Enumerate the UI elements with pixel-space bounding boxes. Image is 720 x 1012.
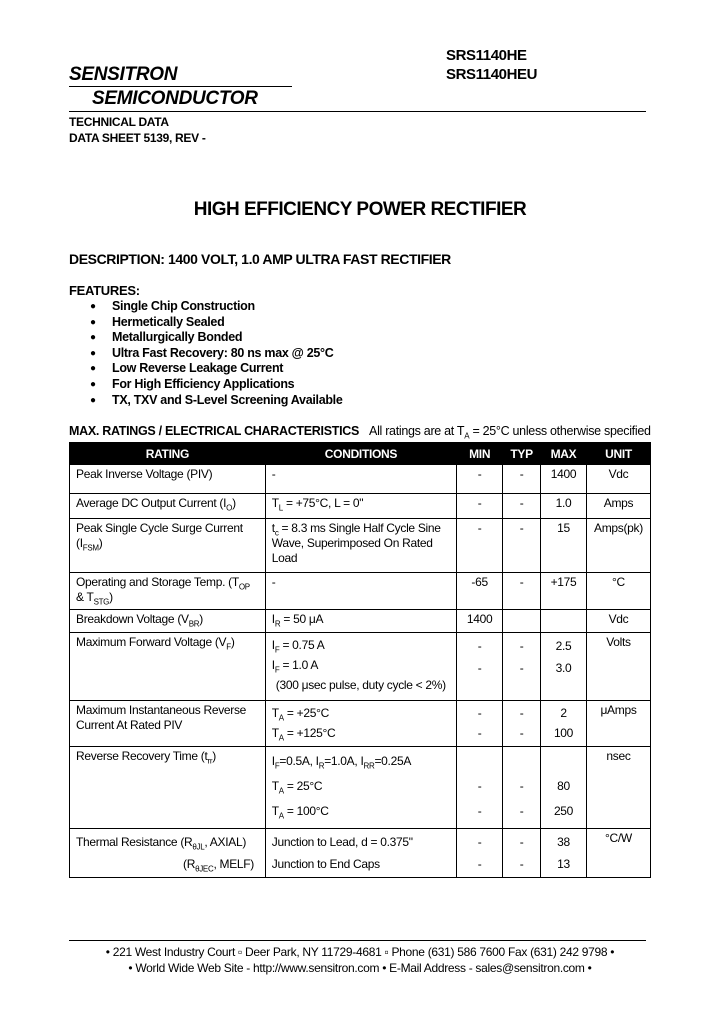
features-list <box>90 299 343 408</box>
typ-cell: - <box>503 494 541 519</box>
bullet-icon: ● <box>90 332 96 344</box>
header-divider <box>69 111 646 112</box>
min-cell: - <box>457 465 503 494</box>
unit-cell: °C/W <box>586 829 650 878</box>
min-cell: - <box>457 519 503 573</box>
bullet-icon: ● <box>90 378 96 390</box>
conditions-cell: $T_L = +75^\circ C$, L = 0" <box>265 494 456 519</box>
max-cell: 1400 <box>541 465 587 494</box>
max-cell <box>541 610 587 633</box>
rating-cell: Operating and Storage Temp. ($T_{OP}$ & $T_{STG}$) <box>70 573 266 610</box>
header-conditions: CONDITIONS <box>265 443 456 465</box>
max-cell: 38 13 <box>541 829 587 878</box>
typ-cell <box>503 610 541 633</box>
part-number-1: SRS1140HE <box>446 47 527 64</box>
header-typ: TYP <box>503 443 541 465</box>
table-header-row <box>70 443 651 465</box>
max-cell: 15 <box>541 519 587 573</box>
rating-cell: Reverse Recovery Time $(t_{rr})$ <box>70 747 266 829</box>
max-cell: 2 100 <box>541 701 587 747</box>
conditions-cell: $I_F = 0.75$ A $I_F = 1.0$ A (300 μsec pulse, duty cycle < 2%) <box>265 633 456 701</box>
table-row <box>70 610 651 633</box>
typ-cell: - <box>503 519 541 573</box>
footer-web: • World Wide Web Site - http://www.sensitron.com • E-Mail Address - sales@sensitron.com • <box>128 961 592 975</box>
header-max: MAX <box>541 443 587 465</box>
unit-cell: Volts <box>586 633 650 701</box>
typ-cell: - <box>503 465 541 494</box>
document-title: HIGH EFFICIENCY POWER RECTIFIER <box>193 199 527 220</box>
unit-cell: Vdc <box>586 465 650 494</box>
description: DESCRIPTION: 1400 VOLT, 1.0 AMP ULTRA FAST RECTIFIER <box>69 251 451 267</box>
min-cell: 1400 <box>457 610 503 633</box>
rating-cell: Maximum Forward Voltage $(V_F)$ <box>70 633 266 701</box>
rating-cell: Breakdown Voltage $(V_{BR})$ <box>70 610 266 633</box>
bullet-icon: ● <box>90 394 96 406</box>
rating-cell: Peak Single Cycle Surge Current $(I_{FSM})$ <box>70 519 266 573</box>
table-row <box>70 829 651 878</box>
conditions-cell: $I_F=0.5A$, $I_R=1.0A$, $I_{RR}=0.25A$ $T_A = 25^\circ C$ $T_A = 100^\circ C$ <box>265 747 456 829</box>
header-min: MIN <box>457 443 503 465</box>
min-cell: - - <box>457 701 503 747</box>
features-heading: FEATURES: <box>69 283 140 298</box>
conditions-cell: $t_c = 8.3$ ms Single Half Cycle Sine Wave, Superimposed On Rated Load <box>265 519 456 573</box>
min-cell: - - <box>457 633 503 701</box>
bullet-icon: ● <box>90 363 96 375</box>
bullet-icon: ● <box>90 316 96 328</box>
min-cell: - - <box>457 829 503 878</box>
conditions-cell: Junction to Lead, d = 0.375" Junction to End Caps <box>265 829 456 878</box>
data-sheet-label: DATA SHEET 5139, REV - <box>69 131 206 145</box>
table-row <box>70 519 651 573</box>
footer-address: • 221 West Industry Court ▫ Deer Park, NY 11729-4681 ▫ Phone (631) 586 7600 Fax (631) 242 9798 • <box>105 945 615 959</box>
conditions-cell: - <box>265 573 456 610</box>
rating-cell: Thermal Resistance ($R_{\theta JL}$, AXIAL) ($R_{\theta JEC}$, MELF) <box>70 829 266 878</box>
ratings-note: All ratings are at $T_A = 25^\circ C$ unless otherwise specified <box>369 424 651 441</box>
feature-item: ● TX, TXV and S-Level Screening Available <box>90 392 343 407</box>
unit-cell: °C <box>586 573 650 610</box>
table-row <box>70 494 651 519</box>
table-row <box>70 573 651 610</box>
table-row <box>70 465 651 494</box>
conditions-cell: - <box>265 465 456 494</box>
conditions-cell: $I_R = 50$ μA <box>265 610 456 633</box>
table-row <box>70 701 651 747</box>
typ-cell: - - <box>503 747 541 829</box>
min-cell: -65 <box>457 573 503 610</box>
typ-cell: - - <box>503 829 541 878</box>
feature-item: ● Single Chip Construction <box>90 299 255 313</box>
max-cell: 2.5 3.0 <box>541 633 587 701</box>
header-rating: RATING <box>70 443 266 465</box>
min-cell: - <box>457 494 503 519</box>
rating-cell: Maximum Instantaneous Reverse Current At Rated PIV <box>70 701 266 747</box>
ratings-heading-line <box>69 424 651 441</box>
feature-item: ● Low Reverse Leakage Current <box>90 361 284 376</box>
header-unit: UNIT <box>586 443 650 465</box>
ratings-table <box>69 442 651 878</box>
bullet-icon: ● <box>90 301 96 312</box>
feature-item: ● Metallurgically Bonded <box>90 330 243 345</box>
unit-cell: Amps <box>586 494 650 519</box>
technical-data-label: TECHNICAL DATA <box>69 115 169 129</box>
rating-cell: Average DC Output Current $(I_O)$ <box>70 494 266 519</box>
ratings-heading: MAX. RATINGS / ELECTRICAL CHARACTERISTICS <box>69 424 360 438</box>
unit-cell: Amps(pk) <box>586 519 650 573</box>
feature-item: ● For High Efficiency Applications <box>90 376 295 391</box>
unit-cell: nsec <box>586 747 650 829</box>
unit-cell: Vdc <box>586 610 650 633</box>
rating-cell: Peak Inverse Voltage (PIV) <box>70 465 266 494</box>
feature-item: ● Ultra Fast Recovery: 80 ns max @ 25°C <box>90 345 334 360</box>
conditions-cell: $T_A = +25^\circ C$ $T_A = +125^\circ C$ <box>265 701 456 747</box>
min-cell: - - <box>457 747 503 829</box>
table-row <box>70 747 651 829</box>
footer-divider <box>69 940 646 941</box>
max-cell: 80 250 <box>541 747 587 829</box>
company-subname: SEMICONDUCTOR <box>92 88 258 109</box>
company-name: SENSITRON <box>69 64 178 85</box>
logo-divider <box>69 86 292 87</box>
max-cell: +175 <box>541 573 587 610</box>
max-cell: 1.0 <box>541 494 587 519</box>
bullet-icon: ● <box>90 347 96 359</box>
part-number-2: SRS1140HEU <box>446 66 538 83</box>
unit-cell: μAmps <box>586 701 650 747</box>
table-row <box>70 633 651 701</box>
typ-cell: - - <box>503 701 541 747</box>
typ-cell: - - <box>503 633 541 701</box>
feature-item: ● Hermetically Sealed <box>90 314 225 329</box>
typ-cell: - <box>503 573 541 610</box>
